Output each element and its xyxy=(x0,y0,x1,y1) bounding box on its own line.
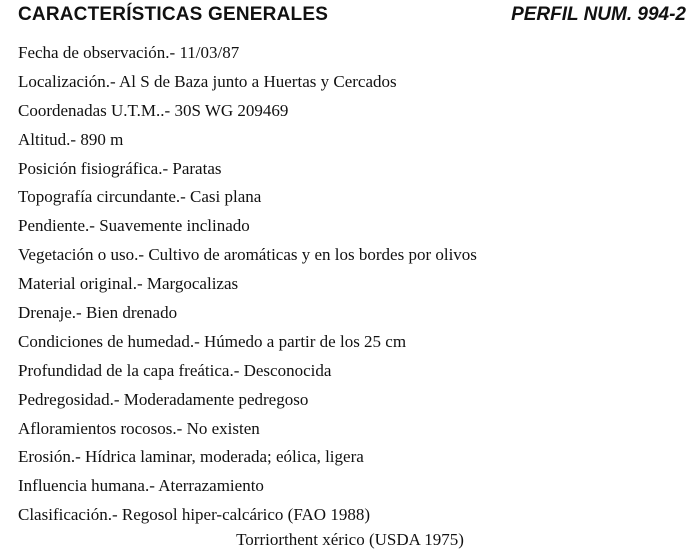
field-value: Hídrica laminar, moderada; eólica, ligera xyxy=(85,447,364,467)
field-label: Topografía circundante.- xyxy=(18,187,186,207)
field-value: 30S WG 209469 xyxy=(174,100,289,120)
field-stoniness xyxy=(18,386,688,415)
field-water-table-depth xyxy=(18,357,688,386)
field-classification xyxy=(18,501,688,530)
field-human-influence xyxy=(18,472,688,501)
field-utm-coordinates xyxy=(18,97,688,126)
field-value: 11/03/87 xyxy=(179,43,240,62)
field-label: Coordenadas U.T.M..- xyxy=(18,100,171,120)
profile-number: PERFIL NUM. 994-2 xyxy=(511,4,686,25)
field-value: Cultivo de aromáticas y en los bordes por olivos xyxy=(148,245,477,265)
field-value: Desconocida xyxy=(243,360,332,380)
page-header xyxy=(0,4,700,32)
field-altitude xyxy=(18,126,688,155)
field-slope xyxy=(18,212,688,241)
field-surrounding-topography xyxy=(18,183,688,212)
field-value: 890 m xyxy=(80,129,124,149)
field-value: No existen xyxy=(186,418,260,438)
field-label: Erosión.- xyxy=(18,447,81,467)
field-label: Drenaje.- xyxy=(18,303,82,323)
field-label: Pedregosidad.- xyxy=(18,389,120,409)
field-parent-material xyxy=(18,270,688,299)
field-label: Clasificación.- xyxy=(18,505,118,525)
field-value: Bien drenado xyxy=(85,303,178,323)
field-physiographic-position xyxy=(18,155,688,184)
field-moisture-conditions xyxy=(18,328,688,357)
field-label: Influencia humana.- xyxy=(18,476,155,496)
field-value: Suavemente inclinado xyxy=(99,216,250,236)
field-label: Material original.- xyxy=(18,274,143,294)
field-label: Posición fisiográfica.- xyxy=(18,158,169,178)
field-label: Vegetación o uso.- xyxy=(18,245,145,265)
field-rock-outcrops xyxy=(18,415,688,444)
field-value: Paratas xyxy=(172,158,222,178)
field-label: Profundidad de la capa freática.- xyxy=(18,360,240,380)
field-value: Margocalizas xyxy=(146,274,239,294)
field-location xyxy=(18,68,688,97)
field-label: Localización.- xyxy=(18,71,116,91)
field-label: Fecha de observación.- xyxy=(18,43,176,62)
field-label: Pendiente.- xyxy=(18,216,95,236)
field-value: Húmedo a partir de los 25 cm xyxy=(204,331,407,351)
field-erosion xyxy=(18,443,688,472)
field-value: Regosol hiper-calcárico (FAO 1988) xyxy=(121,505,370,525)
field-observation-date xyxy=(18,39,688,68)
field-value: Moderadamente pedregoso xyxy=(123,389,309,409)
field-value: Al S de Baza junto a Huertas y Cercados xyxy=(119,71,397,91)
section-title: CARACTERÍSTICAS GENERALES xyxy=(18,4,329,25)
field-value: Aterrazamiento xyxy=(158,476,264,496)
field-vegetation-use xyxy=(18,241,688,270)
classification-usda: Torriorthent xérico (USDA 1975) xyxy=(236,530,464,549)
field-drainage xyxy=(18,299,688,328)
field-label: Altitud.- xyxy=(18,129,77,149)
characteristics-list xyxy=(18,39,688,530)
field-label: Condiciones de humedad.- xyxy=(18,331,200,351)
field-label: Afloramientos rocosos.- xyxy=(18,418,183,438)
field-value: Casi plana xyxy=(190,187,262,207)
